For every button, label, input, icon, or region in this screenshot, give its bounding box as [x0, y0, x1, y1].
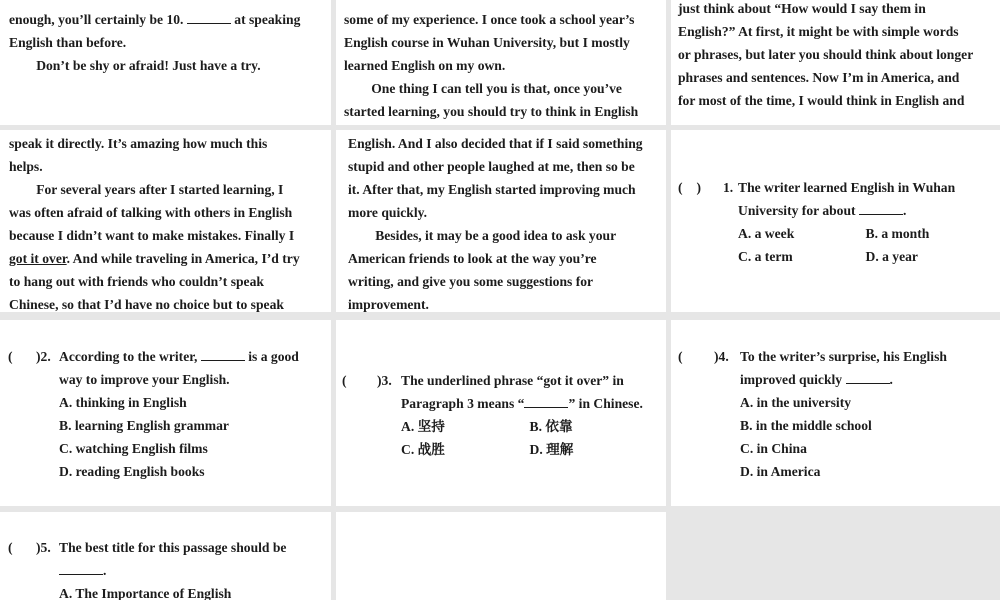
option-c[interactable]: C. in China — [740, 441, 807, 456]
question-4 — [671, 320, 1000, 506]
passage-line: stupid and other people laughed at me, then so be — [348, 159, 635, 174]
passage-line: English?” At first, it might be with simple words — [678, 24, 959, 39]
option-a[interactable]: A. 坚持 — [401, 419, 445, 434]
passage-line: to hang out with friends who couldn’t speak — [9, 274, 264, 289]
question-stem: The writer learned English in Wuhan University for about . A. a week B. a month C. a term D. a year — [738, 176, 993, 268]
passage-tile-5 — [336, 130, 666, 312]
option-c[interactable]: C. 战胜 — [401, 442, 445, 457]
passage-tile-1 — [0, 0, 331, 125]
answer-blank[interactable] — [524, 393, 568, 408]
option-b[interactable]: B. a month — [865, 226, 930, 241]
option-a[interactable]: A. a week — [738, 226, 795, 241]
passage-line: just think about “How would I say them in — [678, 1, 926, 16]
question-number: )2. — [36, 349, 51, 364]
answer-blank[interactable] — [59, 560, 103, 575]
passage-line: improvement. — [348, 297, 429, 312]
passage-tile-3 — [671, 0, 1000, 125]
question-stem: According to the writer, is a good way to improve your English. A. thinking in English B. learning English grammar C. watching English films D. reading English books — [59, 345, 322, 483]
answer-bracket[interactable]: ( — [8, 540, 13, 555]
question-1 — [671, 130, 1000, 312]
option-d[interactable]: D. reading English books — [59, 464, 205, 479]
underlined-phrase: got it over — [9, 251, 67, 266]
passage-tile-4 — [0, 130, 331, 312]
passage-line: One thing I can tell you is that, once you’ve — [371, 81, 622, 96]
option-d[interactable]: D. a year — [865, 249, 918, 264]
question-2-body — [9, 345, 322, 483]
passage-line: Besides, it may be a good idea to ask your — [375, 228, 617, 243]
passage-line: more quickly. — [348, 205, 428, 220]
passage-line: enough, you’ll certainly be 10. at speaking — [9, 8, 322, 31]
answer-bracket[interactable]: ( — [8, 349, 13, 364]
options-row — [738, 245, 993, 268]
question-stem: The best title for this passage should be . A. The Importance of English — [59, 536, 322, 600]
passage-line: or phrases, but later you should think about longer — [678, 47, 974, 62]
passage-line: Don’t be shy or afraid! Just have a try. — [36, 58, 261, 73]
question-number: )3. — [377, 373, 392, 388]
passage-line: phrases and sentences. Now I’m in America, and — [678, 70, 960, 85]
options-row — [401, 415, 658, 438]
question-3 — [336, 320, 666, 506]
passage-line: started learning, you should try to think in English — [344, 104, 639, 119]
question-1-body — [678, 176, 993, 268]
passage-line: for most of the time, I would think in English and — [678, 93, 965, 108]
passage-tile-2 — [336, 0, 666, 125]
options-row — [738, 222, 993, 245]
option-c[interactable]: C. a term — [738, 249, 793, 264]
passage-line: Chinese, so that I’d have no choice but to speak — [9, 297, 284, 312]
answer-bracket[interactable]: ( ) — [678, 180, 702, 195]
option-b[interactable]: B. in the middle school — [740, 418, 872, 433]
answer-bracket[interactable]: ( — [678, 349, 683, 364]
passage-line: got it over. And while traveling in America, I’d try — [9, 251, 300, 266]
passage-line: learned English on my own. — [344, 58, 506, 73]
answer-blank-10[interactable] — [187, 9, 231, 24]
passage-line: some of my experience. I once took a school year’s — [344, 12, 635, 27]
options-row — [401, 438, 658, 461]
passage-line: English. And I also decided that if I said something — [348, 136, 643, 151]
empty-tile — [336, 512, 666, 600]
passage-line: English course in Wuhan University, but I mostly — [344, 35, 630, 50]
question-3-body — [342, 369, 657, 461]
option-d[interactable]: D. 理解 — [529, 442, 574, 457]
option-b[interactable]: B. 依靠 — [529, 419, 573, 434]
passage-line: because I didn’t want to make mistakes. Finally I — [9, 228, 295, 243]
option-b[interactable]: B. learning English grammar — [59, 418, 229, 433]
option-d[interactable]: D. in America — [740, 464, 821, 479]
question-stem: To the writer’s surprise, his English improved quickly . A. in the university B. in the middle school C. in China D. in America — [740, 345, 993, 483]
passage-line-clipped — [344, 0, 658, 8]
passage-line: writing, and give you some suggestions for — [348, 274, 594, 289]
question-number: 1. — [723, 180, 734, 195]
passage-line: it. After that, my English started improving much — [348, 182, 636, 197]
option-c[interactable]: C. watching English films — [59, 441, 208, 456]
passage-line: was often afraid of talking with others in English — [9, 205, 293, 220]
question-2 — [0, 320, 331, 506]
passage-line: English than before. — [9, 35, 127, 50]
passage-line: helps. — [9, 159, 43, 174]
question-number: )5. — [36, 540, 51, 555]
option-a[interactable]: A. in the university — [740, 395, 852, 410]
question-number: )4. — [714, 349, 729, 364]
question-stem: The underlined phrase “got it over” in Paragraph 3 means “ ” in Chinese. A. 坚持 B. 依靠 C. 战胜 D. 理解 — [401, 369, 658, 461]
question-4-body — [678, 345, 993, 483]
answer-blank[interactable] — [859, 200, 903, 215]
answer-blank[interactable] — [201, 346, 245, 361]
background-area — [671, 512, 1000, 600]
passage-line: American friends to look at the way you’re — [348, 251, 597, 266]
question-5-body — [9, 536, 322, 600]
answer-bracket[interactable]: ( — [342, 373, 347, 388]
passage-line: For several years after I started learning, I — [36, 182, 284, 197]
option-a[interactable]: A. The Importance of English — [59, 586, 232, 600]
option-a[interactable]: A. thinking in English — [59, 395, 187, 410]
question-5 — [0, 512, 331, 600]
passage-line: speak it directly. It’s amazing how much this — [9, 136, 268, 151]
answer-blank[interactable] — [846, 369, 890, 384]
